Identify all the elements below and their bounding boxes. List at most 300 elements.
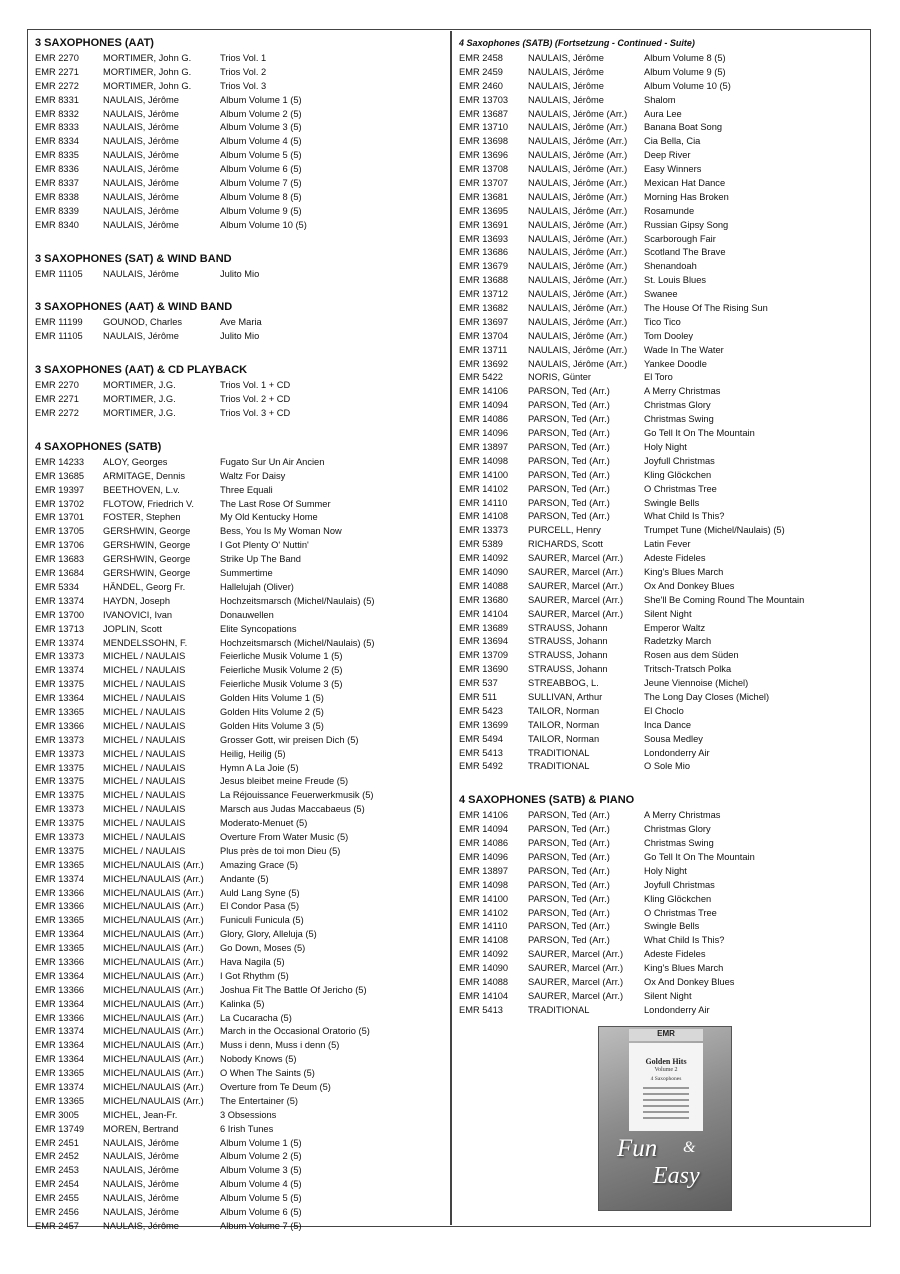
catalog-row — [459, 66, 864, 80]
work-title: Tritsch-Tratsch Polka — [644, 664, 732, 675]
catalog-number: EMR 13375 — [35, 776, 85, 787]
catalog-row — [459, 948, 864, 962]
work-title: Trios Vol. 1 + CD — [220, 380, 291, 391]
catalog-row — [459, 510, 864, 524]
section-title: 4 SAXOPHONES (SATB) & PIANO — [459, 794, 635, 807]
catalog-number: EMR 13366 — [35, 901, 85, 912]
cover-image-golden-hits — [598, 1026, 732, 1211]
catalog-row — [459, 865, 864, 879]
catalog-number: EMR 2272 — [35, 80, 79, 91]
cover-title-panel — [629, 1043, 703, 1131]
work-title: Album Volume 4 (5) — [220, 136, 302, 147]
catalog-number: EMR 13684 — [35, 568, 85, 579]
catalog-row — [459, 851, 864, 865]
composer: PARSON, Ted (Arr.) — [528, 865, 610, 876]
composer: NAULAIS, Jérôme — [103, 191, 179, 202]
composer: JOPLIN, Scott — [103, 623, 162, 634]
work-title: Funiculi Funicula (5) — [220, 915, 304, 926]
work-title: Christmas Glory — [644, 824, 711, 835]
composer: MICHEL / NAULAIS — [103, 665, 186, 676]
catalog-column-right — [459, 36, 864, 1018]
catalog-row — [35, 379, 445, 393]
composer: MORTIMER, J.G. — [103, 380, 176, 391]
work-title: Swingle Bells — [644, 921, 700, 932]
catalog-number: EMR 13374 — [35, 1026, 85, 1037]
work-title: Feierliche Musik Volume 3 (5) — [220, 679, 343, 690]
section-gap — [35, 281, 445, 300]
composer: MICHEL/NAULAIS (Arr.) — [103, 970, 204, 981]
catalog-section — [35, 252, 445, 282]
catalog-number: EMR 13697 — [459, 316, 509, 327]
catalog-row — [35, 407, 445, 421]
work-title: Deep River — [644, 150, 691, 161]
work-title: Heilig, Heilig (5) — [220, 748, 286, 759]
composer: MICHEL/NAULAIS (Arr.) — [103, 1095, 204, 1106]
cover-volume: Volume 2 — [654, 1067, 678, 1073]
catalog-number: EMR 13689 — [459, 622, 509, 633]
catalog-row — [35, 177, 445, 191]
composer: MICHEL / NAULAIS — [103, 693, 186, 704]
composer: STRAUSS, Johann — [528, 636, 608, 647]
catalog-section — [35, 300, 445, 344]
catalog-number: EMR 14102 — [459, 907, 509, 918]
work-title: Golden Hits Volume 2 (5) — [220, 706, 324, 717]
cover-instrumentation: 4 Saxophones — [650, 1076, 682, 1082]
catalog-row — [35, 831, 445, 845]
composer: MICHEL/NAULAIS (Arr.) — [103, 887, 204, 898]
catalog-row — [459, 427, 864, 441]
catalog-row — [459, 976, 864, 990]
catalog-section — [35, 440, 445, 1234]
catalog-number: EMR 2271 — [35, 394, 79, 405]
catalog-number: EMR 2457 — [35, 1220, 79, 1231]
cover-series-ampersand: & — [683, 1139, 696, 1156]
section-title: 4 Saxophones (SATB) (Fortsetzung - Continued - Suite) — [459, 38, 695, 48]
catalog-row — [459, 483, 864, 497]
work-title: Fugato Sur Un Air Ancien — [220, 456, 325, 467]
catalog-row — [35, 191, 445, 205]
work-title: El Toro — [644, 372, 673, 383]
work-title: Muss i denn, Muss i denn (5) — [220, 1040, 340, 1051]
catalog-row — [35, 581, 445, 595]
work-title: Go Down, Moses (5) — [220, 943, 306, 954]
composer: MICHEL / NAULAIS — [103, 679, 186, 690]
work-title: Album Volume 10 (5) — [220, 219, 307, 230]
composer: PARSON, Ted (Arr.) — [528, 428, 610, 439]
composer: MICHEL/NAULAIS (Arr.) — [103, 984, 204, 995]
composer: SAURER, Marcel (Arr.) — [528, 580, 624, 591]
catalog-number: EMR 5494 — [459, 733, 503, 744]
work-title: Album Volume 9 (5) — [644, 66, 726, 77]
work-title: The Last Rose Of Summer — [220, 498, 331, 509]
work-title: The Entertainer (5) — [220, 1095, 299, 1106]
composer: NAULAIS, Jérôme — [103, 150, 179, 161]
work-title: Londonderry Air — [644, 747, 710, 758]
work-title: Golden Hits Volume 3 (5) — [220, 720, 324, 731]
work-title: Album Volume 3 (5) — [220, 122, 302, 133]
composer: NAULAIS, Jérôme (Arr.) — [528, 247, 628, 258]
catalog-row — [35, 998, 445, 1012]
catalog-row — [459, 907, 864, 921]
composer: MICHEL / NAULAIS — [103, 720, 186, 731]
composer: MICHEL/NAULAIS (Arr.) — [103, 929, 204, 940]
catalog-number: EMR 5423 — [459, 705, 503, 716]
catalog-row — [35, 330, 445, 344]
catalog-row — [459, 399, 864, 413]
composer: MICHEL/NAULAIS (Arr.) — [103, 1040, 204, 1051]
composer: NAULAIS, Jérôme — [103, 331, 179, 342]
catalog-number: EMR 14110 — [459, 921, 508, 932]
work-title: Adeste Fideles — [644, 553, 706, 564]
catalog-row — [459, 719, 864, 733]
catalog-number: EMR 13365 — [35, 915, 85, 926]
catalog-number: EMR 2453 — [35, 1165, 79, 1176]
work-title: She'll Be Coming Round The Mountain — [644, 594, 805, 605]
composer: SAURER, Marcel (Arr.) — [528, 977, 624, 987]
composer: MICHEL / NAULAIS — [103, 748, 186, 759]
work-title: Yankee Doodle — [644, 358, 707, 369]
composer: MICHEL / NAULAIS — [103, 706, 186, 717]
catalog-number: EMR 14104 — [459, 990, 509, 1001]
catalog-row — [459, 413, 864, 427]
catalog-number: EMR 13704 — [459, 330, 509, 341]
composer: PARSON, Ted (Arr.) — [528, 441, 610, 452]
work-title: Radetzky March — [644, 636, 712, 647]
composer: NAULAIS, Jérôme — [528, 53, 604, 63]
catalog-number: EMR 13366 — [35, 887, 85, 898]
catalog-row — [35, 553, 445, 567]
composer: MICHEL, Jean-Fr. — [103, 1109, 178, 1120]
catalog-number: EMR 14098 — [459, 455, 509, 466]
catalog-number: EMR 13708 — [459, 164, 509, 175]
catalog-row — [35, 1192, 445, 1206]
work-title: Trumpet Tune (Michel/Naulais) (5) — [644, 525, 785, 536]
catalog-number: EMR 14106 — [459, 810, 509, 821]
composer: NAULAIS, Jérôme — [103, 1220, 179, 1231]
catalog-row — [35, 873, 445, 887]
composer: NAULAIS, Jérôme (Arr.) — [528, 205, 628, 216]
section-gap — [35, 233, 445, 252]
catalog-row — [459, 191, 864, 205]
work-title: Album Volume 9 (5) — [220, 205, 302, 216]
catalog-row — [459, 149, 864, 163]
catalog-number: EMR 14096 — [459, 851, 509, 862]
work-title: Overture From Water Music (5) — [220, 831, 349, 842]
composer: NAULAIS, Jérôme — [103, 1179, 179, 1190]
catalog-row — [459, 879, 864, 893]
work-title: Joshua Fit The Battle Of Jericho (5) — [220, 984, 367, 995]
catalog-number: EMR 8337 — [35, 178, 79, 189]
work-title: Album Volume 10 (5) — [644, 80, 731, 91]
catalog-number: EMR 14086 — [459, 414, 509, 425]
composer: SAURER, Marcel (Arr.) — [528, 949, 624, 960]
work-title: I Got Rhythm (5) — [220, 970, 289, 981]
work-title: Album Volume 5 (5) — [220, 150, 302, 161]
section-title: 3 SAXOPHONES (SAT) & WIND BAND — [35, 252, 232, 265]
work-title: Emperor Waltz — [644, 622, 706, 633]
work-title: El Condor Pasa (5) — [220, 901, 300, 912]
composer: NAULAIS, Jérôme (Arr.) — [528, 261, 628, 272]
composer: MICHEL / NAULAIS — [103, 845, 186, 856]
work-title: Swanee — [644, 289, 678, 300]
composer: TRADITIONAL — [528, 747, 590, 758]
catalog-row — [35, 393, 445, 407]
composer: SAURER, Marcel (Arr.) — [528, 566, 624, 577]
work-title: King's Blues March — [644, 963, 724, 974]
composer: MICHEL/NAULAIS (Arr.) — [103, 915, 204, 926]
composer: TRADITIONAL — [528, 761, 590, 772]
catalog-row — [459, 524, 864, 538]
composer: NORIS, Günter — [528, 372, 592, 383]
work-title: Kling Glöckchen — [644, 893, 712, 904]
work-title: La Cucaracha (5) — [220, 1012, 292, 1023]
catalog-number: EMR 13685 — [35, 470, 85, 481]
catalog-number: EMR 14094 — [459, 400, 509, 411]
work-title: O Christmas Tree — [644, 907, 717, 918]
catalog-number: EMR 13686 — [459, 247, 509, 258]
catalog-row — [459, 538, 864, 552]
catalog-number: EMR 13365 — [35, 1068, 85, 1079]
catalog-row — [35, 1137, 445, 1151]
catalog-number: EMR 13374 — [35, 1082, 85, 1092]
catalog-number: EMR 14090 — [459, 963, 509, 974]
catalog-row — [35, 219, 445, 233]
work-title: Christmas Swing — [644, 414, 714, 425]
catalog-row — [35, 1012, 445, 1026]
composer: PARSON, Ted (Arr.) — [528, 414, 610, 425]
catalog-row — [35, 470, 445, 484]
work-title: Hava Nagila (5) — [220, 956, 285, 967]
composer: MICHEL/NAULAIS (Arr.) — [103, 1082, 204, 1092]
catalog-number: EMR 13682 — [459, 303, 509, 314]
catalog-number: EMR 13373 — [35, 748, 85, 759]
catalog-number: EMR 13375 — [35, 679, 85, 690]
work-title: 6 Irish Tunes — [220, 1123, 274, 1134]
work-title: Silent Night — [644, 608, 692, 619]
catalog-row — [459, 677, 864, 691]
catalog-number: EMR 13694 — [459, 636, 509, 647]
work-title: Album Volume 3 (5) — [220, 1165, 302, 1176]
catalog-section — [459, 793, 864, 1017]
catalog-number: EMR 2455 — [35, 1193, 79, 1204]
catalog-row — [35, 66, 445, 80]
composer: MICHEL / NAULAIS — [103, 762, 186, 773]
catalog-row — [35, 803, 445, 817]
work-title: Feierliche Musik Volume 2 (5) — [220, 665, 343, 676]
composer: NAULAIS, Jérôme (Arr.) — [528, 275, 628, 286]
composer: NAULAIS, Jérôme (Arr.) — [528, 344, 628, 355]
catalog-number: EMR 13366 — [35, 1012, 85, 1023]
composer: PARSON, Ted (Arr.) — [528, 400, 610, 411]
catalog-number: EMR 5389 — [459, 539, 503, 550]
composer: MICHEL/NAULAIS (Arr.) — [103, 901, 204, 912]
work-title: Album Volume 7 (5) — [220, 178, 302, 189]
cover-series-word-easy: Easy — [653, 1163, 700, 1189]
composer: TRADITIONAL — [528, 1004, 590, 1015]
catalog-row — [35, 775, 445, 789]
composer: NAULAIS, Jérôme — [103, 1151, 179, 1162]
catalog-row — [35, 914, 445, 928]
catalog-row — [35, 720, 445, 734]
composer: NAULAIS, Jérôme — [528, 80, 604, 91]
catalog-number: EMR 3005 — [35, 1109, 79, 1120]
catalog-row — [459, 934, 864, 948]
catalog-row — [35, 859, 445, 873]
catalog-row — [35, 80, 445, 94]
catalog-number: EMR 14100 — [459, 893, 509, 904]
catalog-row — [35, 205, 445, 219]
work-title: Easy Winners — [644, 164, 702, 175]
section-gap — [35, 421, 445, 440]
work-title: Summertime — [220, 568, 273, 579]
work-title: El Choclo — [644, 705, 684, 716]
composer: NAULAIS, Jérôme — [103, 268, 179, 279]
work-title: Golden Hits Volume 1 (5) — [220, 693, 324, 704]
catalog-number: EMR 13374 — [35, 595, 85, 606]
composer: MICHEL / NAULAIS — [103, 651, 186, 662]
catalog-row — [35, 1109, 445, 1123]
composer: SAURER, Marcel (Arr.) — [528, 608, 624, 619]
work-title: Trios Vol. 1 — [220, 53, 267, 63]
work-title: Rosamunde — [644, 205, 695, 216]
composer: MICHEL / NAULAIS — [103, 818, 186, 829]
catalog-row — [459, 233, 864, 247]
catalog-number: EMR 13374 — [35, 873, 85, 884]
work-title: A Merry Christmas — [644, 386, 721, 397]
catalog-row — [35, 511, 445, 525]
catalog-row — [35, 121, 445, 135]
catalog-row — [459, 302, 864, 316]
catalog-row — [35, 956, 445, 970]
work-title: Amazing Grace (5) — [220, 859, 299, 870]
work-title: Scarborough Fair — [644, 233, 716, 244]
catalog-number: EMR 13698 — [459, 136, 509, 147]
composer: STRAUSS, Johann — [528, 622, 608, 633]
catalog-number: EMR 13366 — [35, 956, 85, 967]
work-title: Auld Lang Syne (5) — [220, 887, 300, 898]
catalog-number: EMR 2272 — [35, 408, 79, 419]
catalog-number: EMR 13683 — [35, 554, 85, 565]
catalog-number: EMR 13373 — [35, 734, 85, 745]
catalog-number: EMR 5413 — [459, 747, 503, 758]
catalog-number: EMR 13364 — [35, 929, 85, 940]
composer: GOUNOD, Charles — [103, 317, 183, 328]
catalog-number: EMR 2458 — [459, 53, 503, 63]
catalog-row — [35, 637, 445, 651]
composer: TAILOR, Norman — [528, 705, 600, 716]
catalog-number: EMR 13690 — [459, 664, 509, 675]
catalog-row — [35, 498, 445, 512]
catalog-column-left — [35, 36, 445, 1234]
catalog-number: EMR 11105 — [35, 268, 83, 279]
composer: STRAUSS, Johann — [528, 664, 608, 675]
catalog-number: EMR 13364 — [35, 970, 85, 981]
composer: MORTIMER, J.G. — [103, 408, 176, 419]
catalog-number: EMR 13710 — [459, 122, 509, 133]
catalog-number: EMR 5334 — [35, 581, 79, 592]
catalog-row — [459, 52, 864, 66]
composer: PARSON, Ted (Arr.) — [528, 497, 610, 508]
composer: NAULAIS, Jérôme (Arr.) — [528, 191, 628, 202]
catalog-number: EMR 13373 — [35, 651, 85, 662]
catalog-row — [459, 837, 864, 851]
composer: PARSON, Ted (Arr.) — [528, 935, 610, 946]
catalog-number: EMR 13699 — [459, 719, 509, 730]
catalog-section — [35, 363, 445, 421]
composer: PARSON, Ted (Arr.) — [528, 879, 610, 890]
composer: NAULAIS, Jérôme — [103, 178, 179, 189]
catalog-number: EMR 13366 — [35, 720, 85, 731]
work-title: Mexican Hat Dance — [644, 178, 726, 189]
composer: STRAUSS, Johann — [528, 650, 608, 661]
catalog-number: EMR 13711 — [459, 344, 508, 355]
composer: PARSON, Ted (Arr.) — [528, 810, 610, 821]
catalog-row — [35, 595, 445, 609]
composer: NAULAIS, Jérôme (Arr.) — [528, 289, 628, 300]
work-title: Overture from Te Deum (5) — [220, 1082, 331, 1092]
work-title: Adeste Fideles — [644, 949, 706, 960]
catalog-number: EMR 14108 — [459, 935, 509, 946]
catalog-row — [35, 609, 445, 623]
composer: RICHARDS, Scott — [528, 539, 603, 550]
work-title: Andante (5) — [220, 873, 269, 884]
catalog-number: EMR 13702 — [35, 498, 85, 509]
catalog-row — [35, 762, 445, 776]
catalog-number: EMR 14098 — [459, 879, 509, 890]
work-title: Go Tell It On The Mountain — [644, 428, 755, 439]
composer: NAULAIS, Jérôme — [103, 1137, 179, 1148]
catalog-row — [35, 1123, 445, 1137]
catalog-number: EMR 14092 — [459, 949, 509, 960]
catalog-number: EMR 13365 — [35, 943, 85, 954]
catalog-number: EMR 13706 — [35, 540, 85, 551]
catalog-row — [35, 928, 445, 942]
composer: SAURER, Marcel (Arr.) — [528, 594, 624, 605]
catalog-number: EMR 13749 — [35, 1123, 85, 1134]
work-title: Scotland The Brave — [644, 247, 726, 258]
work-title: Hallelujah (Oliver) — [220, 581, 294, 592]
catalog-row — [459, 566, 864, 580]
composer: NAULAIS, Jérôme — [528, 66, 604, 77]
catalog-row — [35, 1150, 445, 1164]
catalog-row — [459, 691, 864, 705]
composer: MICHEL / NAULAIS — [103, 734, 186, 745]
catalog-row — [35, 942, 445, 956]
work-title: Tom Dooley — [644, 330, 694, 341]
catalog-number: EMR 13712 — [459, 289, 509, 300]
catalog-number: EMR 14106 — [459, 386, 509, 397]
work-title: Marsch aus Judas Maccabaeus (5) — [220, 804, 365, 815]
composer: SAURER, Marcel (Arr.) — [528, 553, 624, 564]
composer: MICHEL/NAULAIS (Arr.) — [103, 1012, 204, 1023]
composer: GERSHWIN, George — [103, 554, 191, 565]
composer: BEETHOVEN, L.v. — [103, 484, 180, 495]
section-gap — [459, 774, 864, 793]
composer: NAULAIS, Jérôme (Arr.) — [528, 178, 628, 189]
composer: MOREN, Bertrand — [103, 1123, 179, 1134]
catalog-number: EMR 2270 — [35, 53, 79, 63]
catalog-row — [35, 52, 445, 66]
catalog-row — [459, 274, 864, 288]
work-title: Holy Night — [644, 865, 687, 876]
composer: MICHEL/NAULAIS (Arr.) — [103, 873, 204, 884]
work-title: O Sole Mio — [644, 761, 690, 772]
catalog-number: EMR 2456 — [35, 1207, 79, 1218]
catalog-number: EMR 13364 — [35, 1054, 85, 1065]
work-title: Morning Has Broken — [644, 191, 729, 202]
work-title: Album Volume 5 (5) — [220, 1193, 302, 1204]
catalog-section — [459, 36, 864, 774]
